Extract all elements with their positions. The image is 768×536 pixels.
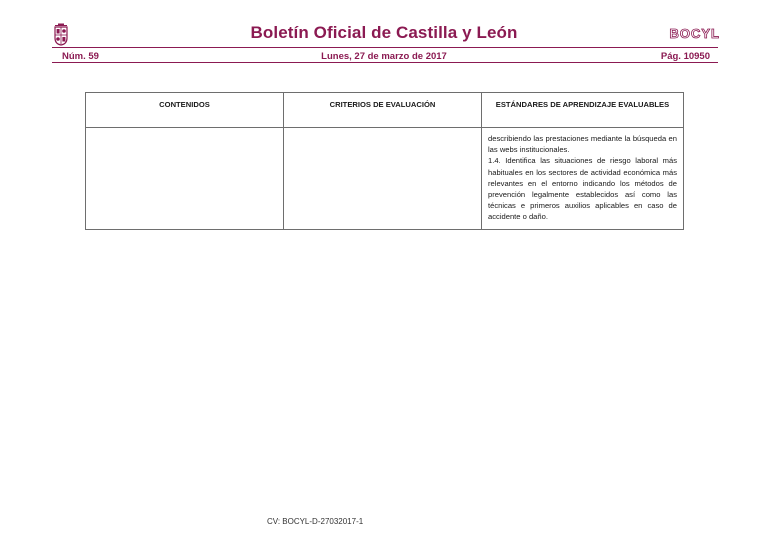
column-header-estandares: ESTÁNDARES DE APRENDIZAJE EVALUABLES xyxy=(482,93,684,128)
table-row xyxy=(86,128,684,230)
column-header-contenidos: CONTENIDOS xyxy=(86,93,284,128)
page-number: Pág. 10950 xyxy=(660,51,710,62)
curriculum-table xyxy=(85,92,684,230)
bulletin-title: Boletín Oficial de Castilla y León xyxy=(250,23,518,42)
table-header-row xyxy=(86,93,684,128)
issue-number: Núm. 59 xyxy=(62,51,99,62)
column-header-criterios: CRITERIOS DE EVALUACIÓN xyxy=(284,93,482,128)
page-header xyxy=(0,0,768,62)
document-cv-code: CV: BOCYL-D-27032017-1 xyxy=(267,517,364,526)
publication-date: Lunes, 27 de marzo de 2017 xyxy=(321,51,447,62)
standard-text: 1.4. Identifica las situaciones de riesgo laboral más habituales en los sectores de actividad económica más relevantes en el entorno indicando los métodos de prevención legalmente establecidos así como las técnicas e primeros auxilios aplicables en caso de accidente o daño. xyxy=(488,156,677,222)
header-rule-bottom xyxy=(52,62,718,63)
cell-contenidos xyxy=(86,128,284,230)
cell-criterios xyxy=(284,128,482,230)
standard-text: describiendo las prestaciones mediante la búsqueda en las webs institucionales. xyxy=(488,134,677,155)
header-rule-top xyxy=(52,47,718,48)
cell-estandares xyxy=(482,128,684,230)
bocyl-logo: BOCYL xyxy=(669,26,720,41)
